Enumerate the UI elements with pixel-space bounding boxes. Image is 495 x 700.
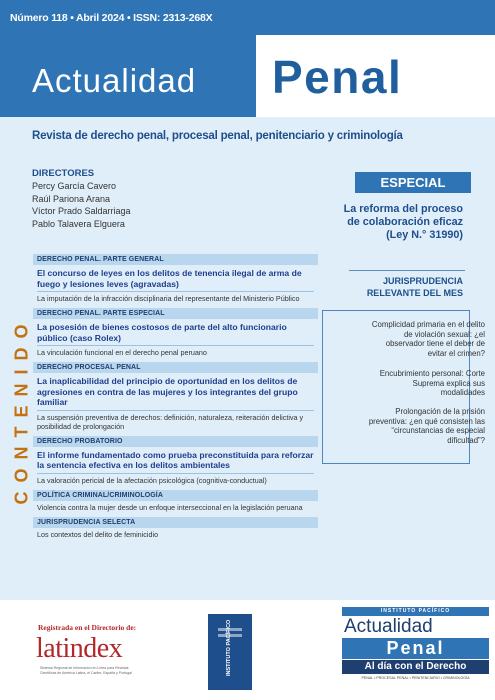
directors-title: DIRECTORES xyxy=(32,168,95,179)
section-item[interactable] xyxy=(33,265,318,305)
latindex-registered: Registrada en el Directorio de: xyxy=(38,623,137,632)
item-line: Suprema explica sus xyxy=(412,378,485,388)
section-jurisprudencia-selecta xyxy=(33,517,318,541)
article-title: El informe fundamentado como prueba preconstituida para reforzar la sentencia efectiva en los delitos ambientales xyxy=(37,449,314,470)
director-name: Raúl Pariona Arana xyxy=(32,193,111,204)
section-head: DERECHO PENAL. PARTE GENERAL xyxy=(33,254,318,265)
ip-logo-text: INSTITUTO PACÍFICO xyxy=(226,619,232,676)
item-line: Complicidad primaria en el delito xyxy=(371,320,485,329)
latindex-subtitle: Sistema Regional de Información en Línea para Revistas Científicas de América Latina, el Caribe, España y Portugal xyxy=(40,666,132,675)
ap-logo-top: INSTITUTO PACÍFICO xyxy=(342,607,489,616)
jurisprudencia-title xyxy=(335,276,463,299)
section-procesal-penal xyxy=(33,362,318,433)
section-probatorio xyxy=(33,436,318,487)
article-desc: La imputación de la infracción disciplinaria del representante del Ministerio Público xyxy=(37,291,314,303)
director-name: Víctor Prado Saldarriaga xyxy=(32,206,131,216)
section-head: DERECHO PROBATORIO xyxy=(33,436,318,447)
especial-line: (Ley N.° 31990) xyxy=(386,229,463,241)
section-item[interactable] xyxy=(33,319,318,359)
section-head: DERECHO PROCESAL PENAL xyxy=(33,362,318,373)
item-line: “circunstancias de especial xyxy=(391,426,485,436)
section-head: DERECHO PENAL. PARTE ESPECIAL xyxy=(33,308,318,319)
brand-penal: Penal xyxy=(272,51,403,103)
section-item[interactable] xyxy=(33,373,318,433)
ap-logo-footer: PENAL • PROCESAL PENAL • PENITENCIARIO • CRIMINOLOGÍA xyxy=(361,676,470,680)
divider xyxy=(349,270,465,271)
contenido-vertical-label: CONTENIDO xyxy=(11,315,32,505)
especial-line: de colaboración eficaz xyxy=(347,216,463,228)
item-line: Encubrimiento personal: Corte xyxy=(379,369,485,378)
item-line: preventiva: ¿en qué consisten las xyxy=(368,416,485,426)
ap-logo-actualidad: Actualidad xyxy=(344,616,433,637)
director-name: Pablo Talavera Elguera xyxy=(32,218,125,229)
jurisprudencia-item[interactable] xyxy=(380,369,485,398)
issue-line: Número 118 • Abril 2024 • ISSN: 2313-268X xyxy=(10,12,213,24)
ap-logo-penal: Penal xyxy=(342,638,489,659)
article-desc[interactable]: Violencia contra la mujer desde un enfoque interseccional en la legislación peruana xyxy=(37,502,303,512)
actualidad-penal-logo xyxy=(342,607,489,691)
article-desc: La vinculación funcional en el derecho penal peruano xyxy=(37,345,314,357)
jurisprudencia-item[interactable] xyxy=(369,407,485,445)
section-head: POLÍTICA CRIMINAL/CRIMINOLOGÍA xyxy=(33,490,318,501)
jurisprudencia-line: JURISPRUDENCIA xyxy=(382,276,463,286)
section-head: JURISPRUDENCIA SELECTA xyxy=(33,517,318,528)
section-penal-especial xyxy=(33,308,318,359)
item-line: observador tiene el deber de xyxy=(385,339,485,349)
article-title: La inaplicabilidad del principio de oportunidad en los delitos de agresiones en contra de las mujeres y los integrantes del grupo familiar xyxy=(37,376,298,407)
brand-actualidad: Actualidad xyxy=(32,62,197,99)
item-line: dificultad”? xyxy=(447,435,485,445)
article-desc[interactable]: Los contextos del delito de feminicidio xyxy=(37,529,159,539)
item-line: evitar el crimen? xyxy=(427,348,485,358)
item-line: Prolongación de la prisión xyxy=(395,407,485,416)
ip-logo-graphic xyxy=(208,614,252,690)
section-item[interactable] xyxy=(33,447,318,487)
journal-subtitle: Revista de derecho penal, procesal penal, penitenciario y criminología xyxy=(32,130,403,142)
section-penal-general xyxy=(33,254,318,305)
especial-line: La reforma del proceso xyxy=(343,203,463,215)
jurisprudencia-item[interactable] xyxy=(372,320,485,358)
contents-list xyxy=(33,254,318,544)
directors-list xyxy=(32,180,131,230)
director-name: Percy García Cavero xyxy=(32,181,117,191)
ap-logo-slogan: Al día con el Derecho xyxy=(342,660,489,674)
section-politica-criminal xyxy=(33,490,318,514)
item-line: modalidades xyxy=(440,388,485,398)
article-desc: La valoración pericial de la afectación psicológica (cognitiva-conductual) xyxy=(37,473,314,485)
especial-title[interactable] xyxy=(335,203,463,242)
article-title: El concurso de leyes en los delitos de tenencia ilegal de arma de fuego y lesiones leves (agravadas) xyxy=(37,268,302,289)
instituto-pacifico-logo xyxy=(208,614,252,690)
especial-label: ESPECIAL xyxy=(355,172,471,193)
jurisprudencia-line: RELEVANTE DEL MES xyxy=(366,287,463,298)
latindex-logo: latindex xyxy=(36,633,123,664)
article-title: La posesión de bienes costosos de parte del alto funcionario público (caso Rolex) xyxy=(37,322,287,343)
item-line: de violación sexual: ¿el xyxy=(403,329,485,339)
article-desc: La suspensión preventiva de derechos: definición, naturaleza, reiteración delictiva y posibilidad de prolongación xyxy=(37,410,314,431)
